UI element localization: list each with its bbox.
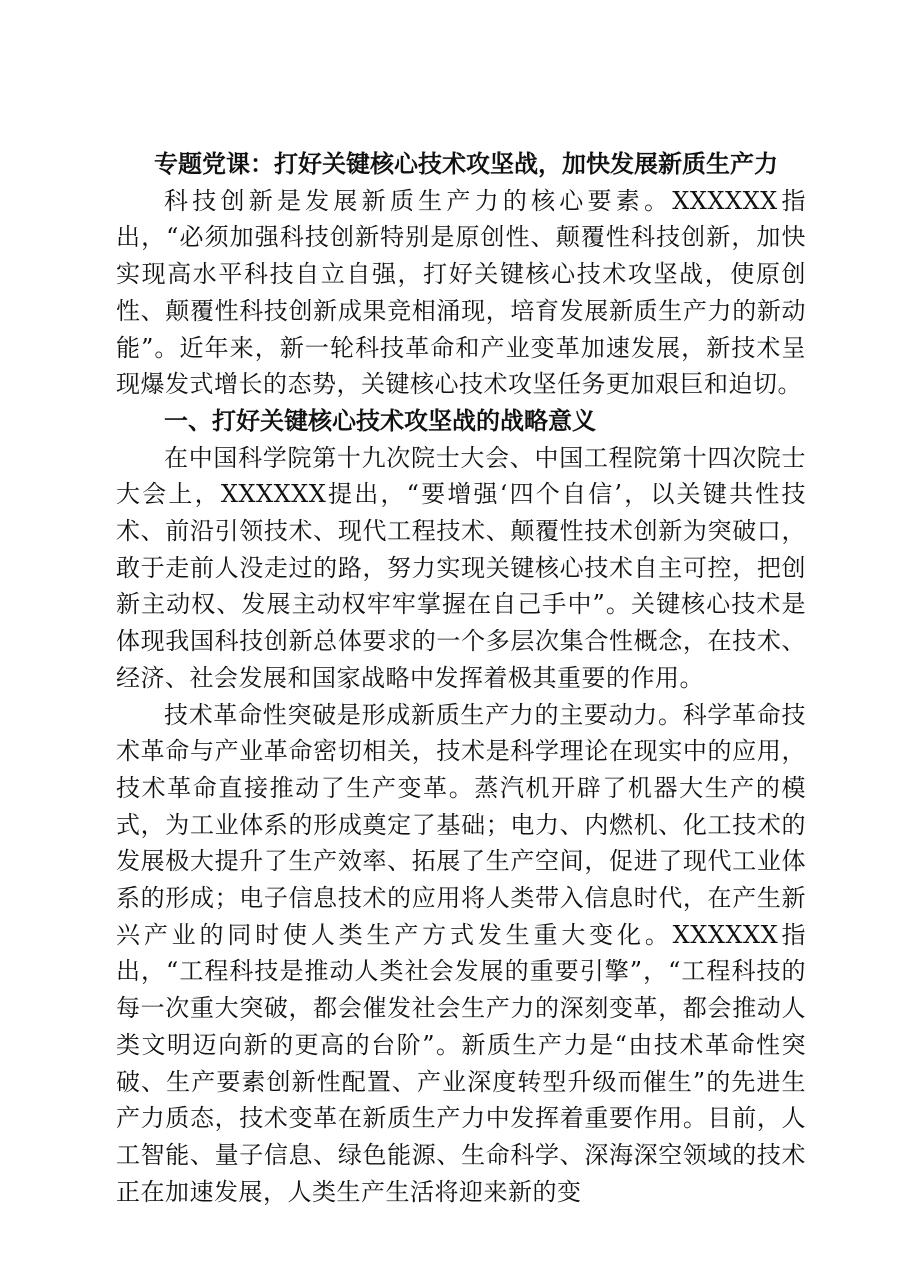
document-body: [116, 146, 806, 1210]
intro-paragraph: 科技创新是发展新质生产力的核心要素。XXXXXX指出，“必须加强科技创新特别是原创性、颠覆性科技创新，加快实现高水平科技自立自强，打好关键核心技术攻坚战，使原创性、颠覆性科技创新成果竞相涌现，培育发展新质生产力的新动能”。近年来，新一轮科技革命和产业变革加速发展，新技术呈现爆发式增长的态势，关键核心技术攻坚任务更加艰巨和迫切。: [116, 186, 806, 399]
section-paragraph: 技术革命性突破是形成新质生产力的主要动力。科学革命技术革命与产业革命密切相关，技术是科学理论在现实中的应用，技术革命直接推动了生产变革。蒸汽机开辟了机器大生产的模式，为工业体系的形成奠定了基础；电力、内燃机、化工技术的发展极大提升了生产效率、拓展了生产空间，促进了现代工业体系的形成；电子信息技术的应用将人类带入信息时代，在产生新兴产业的同时使人类生产方式发生重大变化。XXXXXX指出，“工程科技是推动人类社会发展的重要引擎”，“工程科技的每一次重大突破，都会催发社会生产力的深刻变革，都会推动人类文明迈向新的更高的台阶”。新质生产力是“由技术革命性突破、生产要素创新性配置、产业深度转型升级而催生”的先进生产力质态，技术变革在新质生产力中发挥着重要作用。目前，人工智能、量子信息、绿色能源、生命科学、深海深空领域的技术正在加速发展，人类生产生活将迎来新的变: [116, 700, 806, 1206]
section-paragraph: 在中国科学院第十九次院士大会、中国工程院第十四次院士大会上，XXXXXX提出，“要增强‘四个自信’，以关键共性技术、前沿引领技术、现代工程技术、颠覆性技术创新为突破口，敢于走前人没走过的路，努力实现关键核心技术自主可控，把创新主动权、发展主动权牢牢掌握在自己手中”。关键核心技术是体现我国科技创新总体要求的一个多层次集合性概念，在技术、经济、社会发展和国家战略中发挥着极其重要的作用。: [116, 443, 806, 692]
section-heading: 一、打好关键核心技术攻坚战的战略意义: [164, 406, 596, 435]
document-title: 专题党课：打好关键核心技术攻坚战，加快发展新质生产力: [154, 150, 778, 178]
